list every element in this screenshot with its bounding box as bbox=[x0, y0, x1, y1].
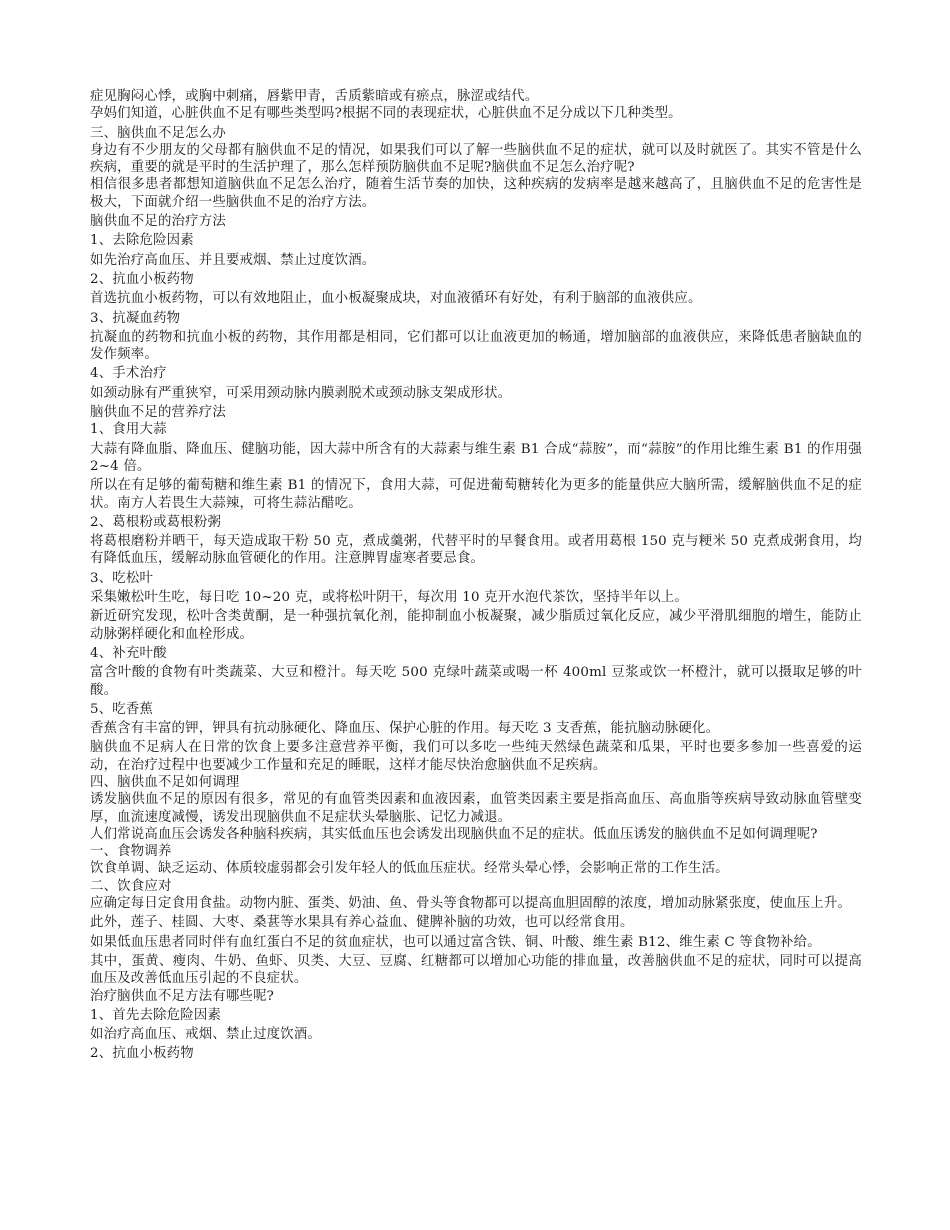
paragraph: 所以在有足够的葡萄糖和维生素 B1 的情况下，食用大蒜，可促进葡萄糖转化为更多的能量供应大脑所需，缓解脑供血不足的症状。南方人若畏生大蒜辣，可将生蒜沾醋吃。 bbox=[90, 478, 862, 511]
paragraph: 身边有不少朋友的父母都有脑供血不足的情况，如果我们可以了解一些脑供血不足的症状，就可以及时就医了。其实不管是什么疾病，重要的就是平时的生活护理了，那么怎样预防脑供血不足呢?脑供血不足怎么治疗呢? bbox=[90, 142, 862, 176]
paragraph: 如先治疗高血压、并且要戒烟、禁止过度饮酒。 bbox=[90, 252, 376, 268]
item-heading: 1、食用大蒜 bbox=[90, 422, 167, 438]
paragraph: 如果低血压患者同时伴有血红蛋白不足的贫血症状，也可以通过富含铁、铜、叶酸、维生素 B12、维生素 C 等食物补给。 bbox=[90, 934, 821, 950]
paragraph: 相信很多患者都想知道脑供血不足怎么治疗，随着生活节奏的加快，这种疾病的发病率是越来越高了，且脑供血不足的危害性是极大，下面就介绍一些脑供血不足的治疗方法。 bbox=[90, 177, 862, 210]
paragraph: 大蒜有降血脂、降血压、健脑功能，因大蒜中所含有的大蒜素与维生素 B1 合成“蒜胺”，而“蒜胺”的作用比维生素 B1 的作用强 2~4 倍。 bbox=[90, 441, 862, 474]
paragraph: 人们常说高血压会诱发各种脑科疾病，其实低血压也会诱发出现脑供血不足的症状。低血压诱发的脑供血不足如何调理呢? bbox=[90, 826, 818, 842]
subsection-heading: 治疗脑供血不足方法有哪些呢? bbox=[90, 988, 275, 1004]
paragraph: 应确定每日定食用食盐。动物内脏、蛋类、奶油、鱼、骨头等食物都可以提高血胆固醇的浓度，增加动脉紧张度，使血压上升。 bbox=[90, 896, 852, 912]
paragraph: 其中，蛋黄、瘦肉、牛奶、鱼虾、贝类、大豆、豆腐、红糖都可以增加心功能的排血量，改善脑供血不足的症状，同时可以提高血压及改善低血压引起的不良症状。 bbox=[90, 953, 862, 987]
section-heading: 三、脑供血不足怎么办 bbox=[90, 125, 226, 141]
paragraph: 采集嫩松叶生吃，每日吃 10~20 克，或将松叶阴干，每次用 10 克开水泡代茶饮，坚持半年以上。 bbox=[90, 590, 689, 606]
paragraph: 症见胸闷心悸，或胸中刺痛，唇紫甲青，舌质紫暗或有瘀点，脉涩或结代。 bbox=[90, 89, 539, 104]
subsection-heading: 脑供血不足的营养疗法 bbox=[90, 405, 226, 421]
paragraph: 新近研究发现，松叶含类黄酮，是一种强抗氧化剂，能抑制血小板凝聚，减少脂质过氧化反应，减少平滑肌细胞的增生，能防止动脉粥样硬化和血栓形成。 bbox=[90, 609, 862, 642]
paragraph: 此外，莲子、桂圆、大枣、桑葚等水果具有养心益血、健脾补脑的功效，也可以经常食用。 bbox=[90, 915, 634, 931]
item-heading: 1、首先去除危险因素 bbox=[90, 1007, 222, 1023]
item-heading: 2、抗血小板药物 bbox=[90, 1046, 194, 1062]
paragraph: 诱发脑供血不足的原因有很多，常见的有血管类因素和血液因素，血管类因素主要是指高血压、高血脂等疾病导致动脉血管壁变厚，血流速度减慢，诱发出现脑供血不足症状头晕脑胀、记忆力减退。 bbox=[90, 792, 862, 825]
paragraph: 饮食单调、缺乏运动、体质较虚弱都会引发年轻人的低血压症状。经常头晕心悸，会影响正常的工作生活。 bbox=[90, 861, 729, 877]
item-heading: 2、葛根粉或葛根粉粥 bbox=[90, 514, 222, 530]
section-heading: 一、食物调养 bbox=[90, 844, 172, 860]
section-heading: 四、脑供血不足如何调理 bbox=[90, 774, 240, 790]
item-heading: 4、手术治疗 bbox=[90, 366, 167, 382]
paragraph: 将葛根磨粉并晒干，每天造成取干粉 50 克，煮成羹粥，代替平时的早餐食用。或者用葛根 150 克与粳米 50 克煮成粥食用，均有降低血压，缓解动脉血管硬化的作用。注意脾胃虚寒者要忌食。 bbox=[90, 534, 862, 567]
paragraph: 脑供血不足病人在日常的饮食上要多注意营养平衡，我们可以多吃一些纯天然绿色蔬菜和瓜果，平时也要多参加一些喜爱的运动，在治疗过程中也要减少工作量和充足的睡眠，这样才能尽快治愈脑供血不足疾病。 bbox=[90, 740, 862, 773]
document-body bbox=[90, 88, 862, 1065]
item-heading: 2、抗血小板药物 bbox=[90, 271, 194, 287]
paragraph: 孕妈们知道，心脏供血不足有哪些类型吗?根据不同的表现症状，心脏供血不足分成以下几种类型。 bbox=[90, 106, 682, 122]
item-heading: 3、吃松叶 bbox=[90, 570, 154, 586]
paragraph: 如颈动脉有严重狭窄，可采用颈动脉内膜剥脱术或颈动脉支架成形状。 bbox=[90, 385, 512, 401]
item-heading: 4、补充叶酸 bbox=[90, 645, 167, 661]
item-heading: 1、去除危险因素 bbox=[90, 233, 194, 249]
paragraph: 富含叶酸的食物有叶类蔬菜、大豆和橙汁。每天吃 500 克绿叶蔬菜或喝一杯 400ml 豆浆或饮一杯橙汁，就可以摄取足够的叶酸。 bbox=[90, 665, 862, 698]
item-heading: 3、抗凝血药物 bbox=[90, 310, 181, 326]
paragraph: 香蕉含有丰富的钾，钾具有抗动脉硬化、降血压、保护心脏的作用。每天吃 3 支香蕉，能抗脑动脉硬化。 bbox=[90, 721, 720, 737]
section-heading: 二、饮食应对 bbox=[90, 878, 172, 894]
paragraph: 首选抗血小板药物，可以有效地阻止，血小板凝聚成块，对血液循环有好处，有利于脑部的血液供应。 bbox=[90, 291, 702, 307]
subsection-heading: 脑供血不足的治疗方法 bbox=[90, 214, 226, 230]
paragraph: 抗凝血的药物和抗血小板的药物，其作用都是相同，它们都可以让血液更加的畅通，增加脑部的血液供应，来降低患者脑缺血的发作频率。 bbox=[90, 329, 862, 363]
item-heading: 5、吃香蕉 bbox=[90, 701, 154, 717]
paragraph: 如治疗高血压、戒烟、禁止过度饮酒。 bbox=[90, 1027, 322, 1043]
